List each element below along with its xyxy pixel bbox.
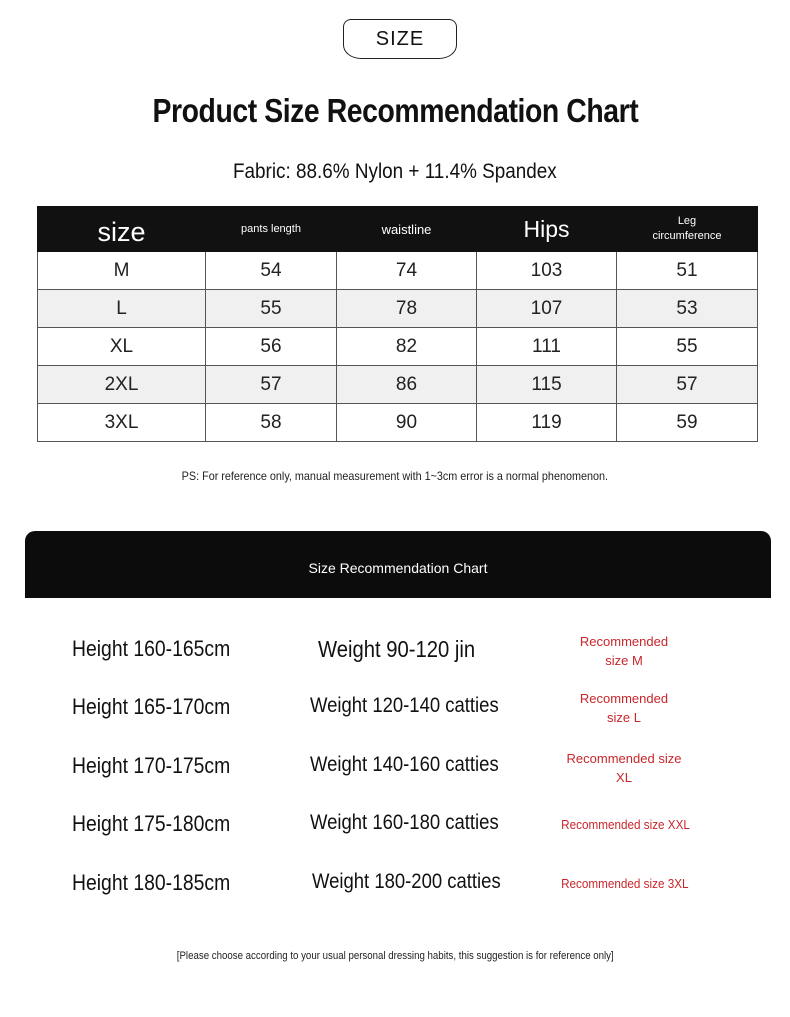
recommendation-banner [25,531,771,598]
size-tab: SIZE [343,19,457,59]
height-range: Height 165-170cm [72,694,231,719]
recommendation-row [0,630,790,674]
cell-waistline: 74 [337,252,477,290]
table-row [38,290,758,328]
table-row [38,328,758,366]
recommended-size: Recommended size XXL [561,817,690,832]
cell-pants-length: 54 [206,252,337,290]
footnote: [Please choose according to your usual personal dressing habits, this suggestion is for reference only] [176,950,614,962]
cell-pants-length: 58 [206,404,337,442]
cell-size: L [38,290,206,328]
weight-range: Weight 90-120 jin [318,636,476,662]
header-hips: Hips [477,207,617,252]
recommended-size: Recommended size XL [566,751,682,785]
table-row [38,252,758,290]
cell-size: 2XL [38,366,206,404]
recommended-size: Recommended size 3XL [561,876,689,891]
recommendation-row [0,747,790,791]
header-size: size [38,207,206,252]
cell-leg: 57 [617,366,758,404]
cell-leg: 53 [617,290,758,328]
cell-size: 3XL [38,404,206,442]
cell-size: M [38,252,206,290]
recommendation-row [0,864,790,908]
cell-waistline: 82 [337,328,477,366]
height-range: Height 160-165cm [72,636,231,661]
cell-leg: 59 [617,404,758,442]
recommendation-row [0,688,790,732]
recommendation-row [0,805,790,849]
cell-hips: 107 [477,290,617,328]
weight-range: Weight 140-160 catties [310,753,499,776]
header-leg-circumference: Leg circumference [617,207,758,252]
height-range: Height 170-175cm [72,753,231,778]
cell-hips: 103 [477,252,617,290]
weight-range: Weight 180-200 catties [312,870,501,893]
cell-hips: 119 [477,404,617,442]
table-row [38,366,758,404]
height-range: Height 180-185cm [72,870,231,895]
cell-pants-length: 57 [206,366,337,404]
page-title: Product Size Recommendation Chart [152,92,638,129]
table-header-row [38,207,758,252]
cell-leg: 55 [617,328,758,366]
header-pants-length: pants length [206,207,337,252]
cell-waistline: 78 [337,290,477,328]
recommended-size: Recommended size L [579,691,669,725]
size-table [37,206,758,442]
measurement-note: PS: For reference only, manual measurement with 1~3cm error is a normal phenomenon. [181,469,609,483]
cell-hips: 111 [477,328,617,366]
cell-size: XL [38,328,206,366]
cell-waistline: 86 [337,366,477,404]
weight-range: Weight 160-180 catties [310,811,499,834]
fabric-composition: Fabric: 88.6% Nylon + 11.4% Spandex [233,160,557,183]
recommended-size: Recommended size M [579,634,669,668]
cell-pants-length: 55 [206,290,337,328]
cell-hips: 115 [477,366,617,404]
cell-leg: 51 [617,252,758,290]
cell-waistline: 90 [337,404,477,442]
weight-range: Weight 120-140 catties [310,694,499,717]
recommendation-title: Size Recommendation Chart [308,560,488,576]
height-range: Height 175-180cm [72,811,231,836]
table-row [38,404,758,442]
cell-pants-length: 56 [206,328,337,366]
header-waistline: waistline [337,207,477,252]
